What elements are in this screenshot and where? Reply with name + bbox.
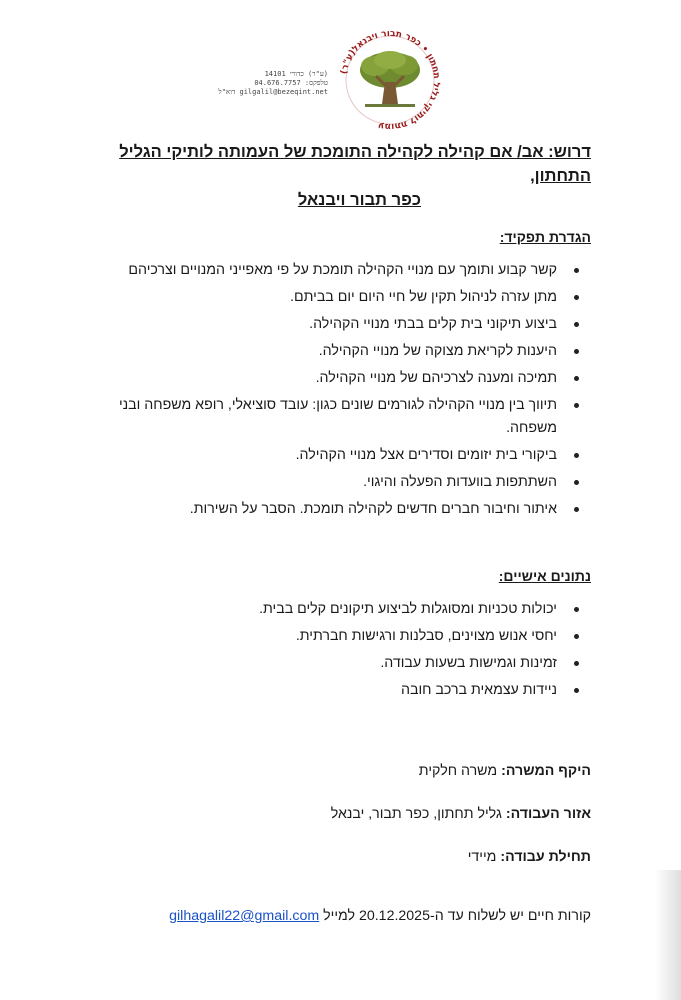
list-item: יחסי אנוש מצוינים, סבלנות ורגישות חברתית. xyxy=(100,625,557,648)
list-item: יכולות טכניות ומסוגלות לביצוע תיקונים קלים בבית. xyxy=(100,598,557,621)
work-area-value: גליל תחתון, כפר תבור, יבנאל xyxy=(330,806,502,822)
list-item: קשר קבוע ותומך עם מנויי הקהילה תומכת על פי מאפייני המנויים וצרכיהם xyxy=(100,259,557,282)
org-info-line: (ע"ר) כדורי 14101 xyxy=(264,70,328,78)
start-date-label: תחילת עבודה: xyxy=(500,849,591,865)
list-item: השתתפות בוועדות הפעלה והיגוי. xyxy=(100,471,557,494)
email-link[interactable]: gilhagalil22@gmail.com xyxy=(169,908,320,924)
list-item: היענות לקריאת מצוקה של מנויי הקהילה. xyxy=(100,340,557,363)
list-item: ביקורי בית יזומים וסדירים אצל מנויי הקהילה. xyxy=(100,444,557,467)
organization-contact-info xyxy=(218,70,328,97)
work-area-label: אזור העבודה: xyxy=(505,806,591,822)
personal-section-heading: נתונים אישיים: xyxy=(498,568,591,584)
job-scope-row xyxy=(100,760,591,783)
page-title-line-2: כפר תבור ויבנאל xyxy=(297,191,421,209)
role-list xyxy=(100,259,591,521)
job-scope-value: משרה חלקית xyxy=(418,763,498,779)
scroll-edge-shadow xyxy=(655,870,681,1000)
list-item: תמיכה ומענה לצרכיהם של מנויי הקהילה. xyxy=(100,367,557,390)
work-area-row xyxy=(100,803,591,826)
list-item: איתור וחיבור חברים חדשים לקהילה תומכת. הסבר על השירות. xyxy=(100,498,557,521)
page-title-line-1: דרוש: אב/ אם קהילה לקהילה התומכת של העמותה לותיקי הגליל התחתון, xyxy=(119,143,591,185)
list-item: מתן עזרה לניהול תקין של חיי היום יום בביתם. xyxy=(100,286,557,309)
personal-list xyxy=(100,598,591,702)
org-info-line: gilgalil@bezeqint.net דוא"ל xyxy=(218,88,328,96)
job-scope-label: היקף המשרה: xyxy=(501,763,591,779)
organization-logo xyxy=(330,30,450,130)
start-date-row xyxy=(100,846,591,869)
document-body xyxy=(100,140,591,928)
org-info-line: טלפקס: 04.676.7757 xyxy=(254,79,328,87)
tree-logo-icon xyxy=(330,30,450,130)
contact-instructions: קורות חיים יש לשלוח עד ה-20.12.2025 למייל xyxy=(323,908,591,924)
contact-row xyxy=(100,905,591,928)
list-item: ניידות עצמאית ברכב חובה xyxy=(100,679,557,702)
role-section-heading: הגדרת תפקיד: xyxy=(499,229,591,245)
list-item: זמינות וגמישות בשעות עבודה. xyxy=(100,652,557,675)
start-date-value: מיידי xyxy=(467,849,497,865)
list-item: תיווך בין מנויי הקהילה לגורמים שונים כגון: עובד סוציאלי, רופא משפחה ובני משפחה. xyxy=(100,394,557,440)
logo-ring-text: עמותת לותיקי גליל תחתון • כפר תבור ויבנאל(ע"ר) xyxy=(339,30,442,130)
list-item: ביצוע תיקוני בית קלים בבתי מנויי הקהילה. xyxy=(100,313,557,336)
